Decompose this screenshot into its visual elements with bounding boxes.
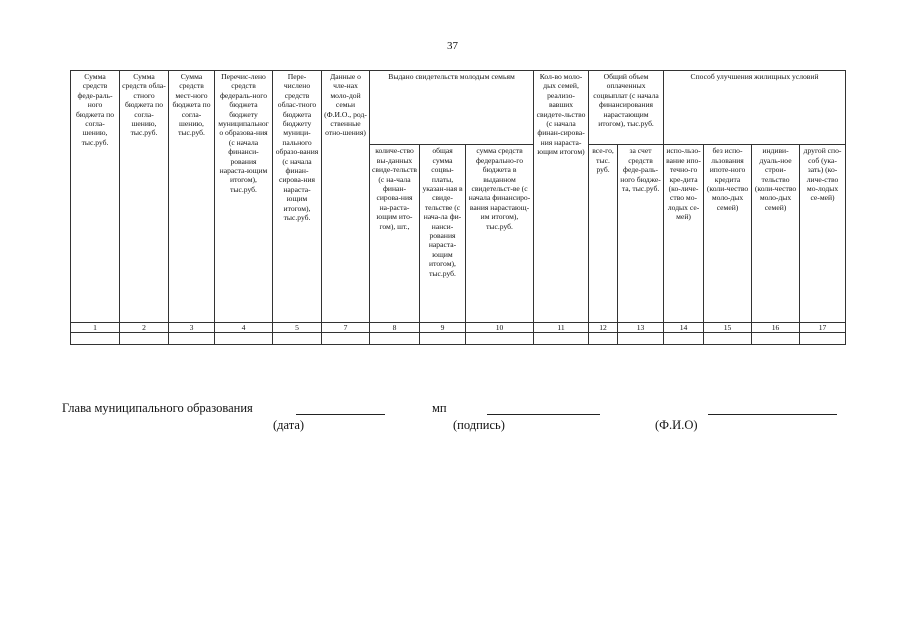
- column-number: 17: [800, 323, 846, 333]
- column-number: 11: [534, 323, 589, 333]
- fio-line: [708, 414, 837, 415]
- page-number: 37: [447, 40, 458, 52]
- header-cert-total-sum: общая сумма соцвы-платы, указан-ная в свиде-тельстве (с нача-ла фи-нанси-рования нараста-ющим итогом), тыс.руб.: [420, 145, 466, 323]
- header-family-members: Данные о чле-нах моло-дой семьи (Ф.И.О., род-ственные отно-шения): [322, 71, 370, 323]
- empty-cell: [71, 333, 120, 345]
- empty-cell: [215, 333, 273, 345]
- empty-cell: [618, 333, 664, 345]
- column-number: 4: [215, 323, 273, 333]
- fio-caption: (Ф.И.О): [655, 418, 698, 432]
- header-certificates-issued: Выдано свидетельств молодым семьям: [370, 71, 534, 145]
- header-method-construction: индиви-дуаль-ное строи-тельство (коли-чество моло-дых семей): [752, 145, 800, 323]
- empty-cell: [704, 333, 752, 345]
- empty-cell: [370, 333, 420, 345]
- column-number: 2: [120, 323, 169, 333]
- empty-cell: [589, 333, 618, 345]
- empty-cell: [534, 333, 589, 345]
- empty-cell: [752, 333, 800, 345]
- header-families-realized: Кол-во моло-дых семей, реализо-вавших свидете-льство (с начала финан-сирова-ния нараста-ющим итогом): [534, 71, 589, 323]
- empty-cell: [322, 333, 370, 345]
- date-line: [296, 414, 385, 415]
- header-regional-budget: Сумма средств обла-стного бюджета по согла-шению, тыс.руб.: [120, 71, 169, 323]
- header-payments-federal: за счет средств феде-раль-ного бюдже-та, тыс.руб.: [618, 145, 664, 323]
- empty-cell: [120, 333, 169, 345]
- column-number: 9: [420, 323, 466, 333]
- column-number: 12: [589, 323, 618, 333]
- head-label: Глава муниципального образования: [62, 401, 253, 415]
- header-federal-budget: Сумма средств феде-раль-ного бюджета по согла-шению, тыс.руб.: [71, 71, 120, 323]
- header-cert-federal-sum: сумма средств федерально-го бюджета в выданном свидетельст-ве (с начала финансиро-вания нарастающ-им итогом), тыс.руб.: [466, 145, 534, 323]
- column-numbers-row: [71, 323, 846, 333]
- header-payments-total: все-го, тыс. руб.: [589, 145, 618, 323]
- header-method-other: другой спо-соб (ука-зать) (ко-личе-ство мо-лодых се-мей): [800, 145, 846, 323]
- empty-data-row: [71, 333, 846, 345]
- column-number: 5: [273, 323, 322, 333]
- header-total-payments: Общий объем оплаченных соцвыплат (с начала финансирования нарастающим итогом), тыс.руб.: [589, 71, 664, 145]
- column-number: 7: [322, 323, 370, 333]
- column-number: 15: [704, 323, 752, 333]
- column-number: 8: [370, 323, 420, 333]
- empty-cell: [800, 333, 846, 345]
- empty-cell: [273, 333, 322, 345]
- header-federal-transferred: Перечис-лено средств федераль-ного бюджета бюджету муниципального образова-ния (с начала финанси-рования нараста-ющим итогом), тыс.руб.: [215, 71, 273, 323]
- empty-cell: [466, 333, 534, 345]
- empty-cell: [169, 333, 215, 345]
- stamp-label: мп: [432, 401, 447, 415]
- column-number: 1: [71, 323, 120, 333]
- header-row-1: [71, 71, 846, 145]
- column-number: 14: [664, 323, 704, 333]
- signature-caption: (подпись): [453, 418, 505, 432]
- header-regional-transferred: Пере-числено средств облас-тного бюджета бюджету муници-пального образо-вания (с начала финан-сирова-ния нараста-ющим итогом), тыс.руб.: [273, 71, 322, 323]
- header-method-no-mortgage: без испо-льзования ипоте-ного кредита (коли-чество моло-дых семей): [704, 145, 752, 323]
- header-method-mortgage: испо-льзо-вание ипо-течно-го кре-дита (ко-личе-ство мо-лодых се-мей): [664, 145, 704, 323]
- header-improvement-method: Способ улучшения жилищных условий: [664, 71, 846, 145]
- header-local-budget: Сумма средств мест-ного бюджета по согла-шению, тыс.руб.: [169, 71, 215, 323]
- column-number: 16: [752, 323, 800, 333]
- signature-line: [487, 414, 600, 415]
- header-cert-count: количе-ство вы-данных свиде-тельств (с на-чала финан-сирова-ния на-раста-ющим ито-гом), шт.,: [370, 145, 420, 323]
- date-caption: (дата): [273, 418, 305, 432]
- column-number: 10: [466, 323, 534, 333]
- column-number: 13: [618, 323, 664, 333]
- empty-cell: [664, 333, 704, 345]
- empty-cell: [420, 333, 466, 345]
- column-number: 3: [169, 323, 215, 333]
- report-table: [70, 70, 846, 345]
